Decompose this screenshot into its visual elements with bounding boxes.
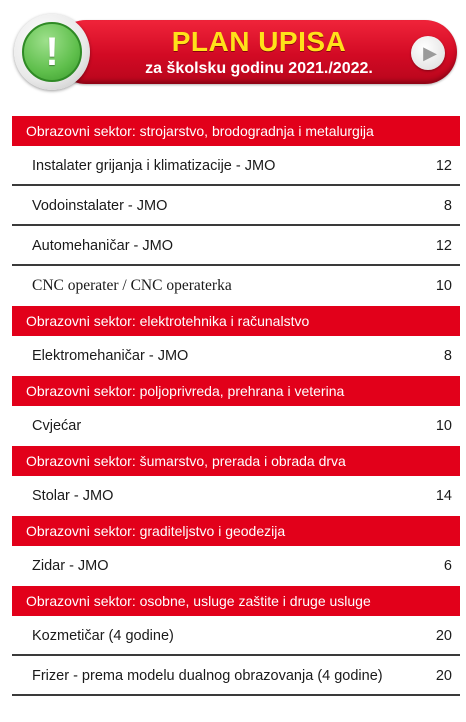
program-count: 12 — [435, 158, 452, 174]
badge — [14, 14, 90, 90]
program-name: Kozmetičar (4 godine) — [32, 628, 174, 644]
program-name: Elektromehaničar - JMO — [32, 348, 189, 364]
program-count: 10 — [435, 278, 452, 294]
header-banner — [14, 14, 457, 90]
program-count: 12 — [435, 238, 452, 254]
program-name: Cvjećar — [32, 418, 82, 434]
exclamation-icon — [22, 22, 82, 82]
sector-header: Obrazovni sektor: strojarstvo, brodogradnja i metalurgija — [12, 116, 460, 146]
program-name: Frizer - prema modelu dualnog obrazovanja (4 godine) — [32, 668, 383, 684]
program-name: Vodoinstalater - JMO — [32, 198, 168, 214]
sector-header: Obrazovni sektor: graditeljstvo i geodezija — [12, 516, 460, 546]
list-item — [12, 546, 460, 586]
sector-header: Obrazovni sektor: šumarstvo, prerada i obrada drva — [12, 446, 460, 476]
sector-header: Obrazovni sektor: poljoprivreda, prehrana i veterina — [12, 376, 460, 406]
play-button[interactable] — [411, 36, 445, 70]
list-item — [12, 476, 460, 516]
program-name: CNC operater / CNC operaterka — [32, 277, 232, 294]
sector-header: Obrazovni sektor: osobne, usluge zaštite i druge usluge — [12, 586, 460, 616]
play-icon: ▶ — [423, 43, 437, 63]
page-title: PLAN UPISA — [171, 26, 347, 57]
program-name: Instalater grijanja i klimatizacije - JMO — [32, 158, 276, 174]
program-count: 20 — [435, 628, 452, 644]
program-count: 14 — [435, 488, 452, 504]
list-item — [12, 616, 460, 656]
list-item — [12, 146, 460, 186]
program-count: 8 — [443, 198, 452, 214]
list-item — [12, 226, 460, 266]
program-name: Zidar - JMO — [32, 558, 109, 574]
enrollment-list — [12, 116, 460, 696]
list-item — [12, 186, 460, 226]
program-count: 10 — [435, 418, 452, 434]
list-item — [12, 406, 460, 446]
program-count: 6 — [443, 558, 452, 574]
exclamation-symbol: ! — [45, 30, 59, 74]
program-count: 20 — [435, 668, 452, 684]
list-item — [12, 656, 460, 696]
program-name: Stolar - JMO — [32, 488, 114, 504]
program-count: 8 — [443, 348, 452, 364]
program-name: Automehaničar - JMO — [32, 238, 174, 254]
page-subtitle: za školsku godinu 2021./2022. — [145, 60, 373, 77]
sector-header: Obrazovni sektor: elektrotehnika i računalstvo — [12, 306, 460, 336]
list-item — [12, 266, 460, 306]
list-item — [12, 336, 460, 376]
